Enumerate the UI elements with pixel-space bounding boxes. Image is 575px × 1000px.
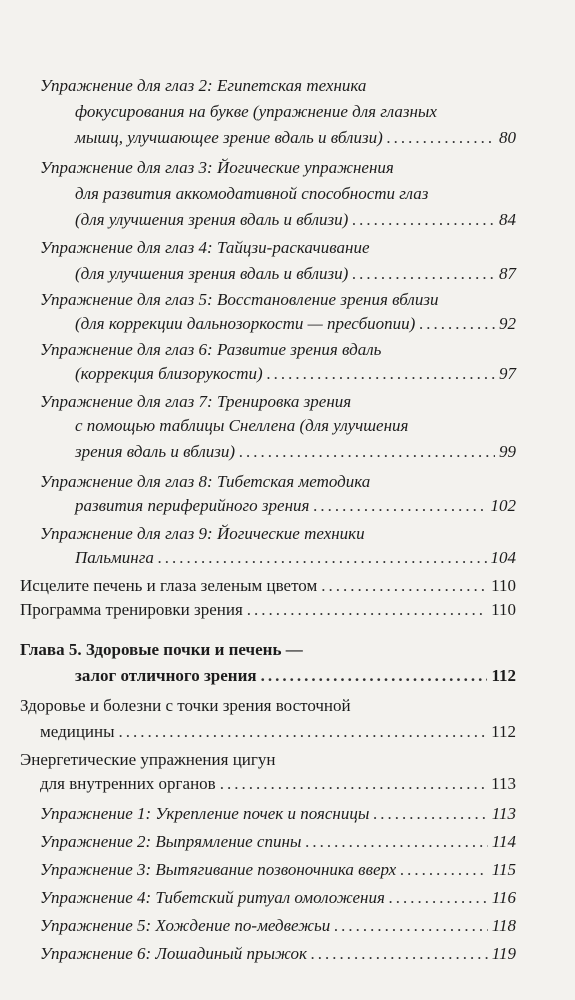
entry-line: Упражнение 5: Хождение по-медвежьи	[40, 916, 331, 935]
leader-dots	[334, 914, 488, 938]
leader-dots	[119, 720, 488, 744]
leader-dots	[220, 772, 487, 796]
entry-line: залог отличного зрения	[75, 666, 257, 685]
entry-line: (для коррекции дальнозоркости — пресбиопии)	[75, 314, 416, 333]
entry-line: Упражнение 2: Выпрямление спины	[40, 832, 302, 851]
entry-line: Пальминга	[75, 548, 154, 567]
leader-dots	[419, 312, 495, 336]
leader-dots	[313, 494, 486, 518]
leader-dots	[239, 440, 495, 464]
entry-line: (для улучшения зрения вдаль и вблизи)	[75, 264, 349, 283]
entry-line: Упражнение 4: Тибетский ритуал омоложения	[40, 888, 385, 907]
entry-line: фокусирования на букве (упражнение для глазных	[75, 102, 437, 121]
leader-dots	[389, 886, 488, 910]
leader-dots	[247, 598, 487, 622]
entry-line: Упражнение для глаз 8: Тибетская методика	[40, 472, 371, 491]
entry-line: Программа тренировки зрения	[20, 600, 243, 619]
page-number: 116	[491, 888, 516, 907]
entry-line: Упражнение 6: Лошадиный прыжок	[40, 944, 307, 963]
entry-line: развития периферийного зрения	[75, 496, 310, 515]
page-number: 110	[491, 600, 516, 619]
leader-dots	[267, 362, 495, 386]
leader-dots	[352, 208, 495, 232]
entry-line: Упражнение 1: Укрепление почек и поясницы	[40, 804, 370, 823]
entry-line: Упражнение для глаз 7: Тренировка зрения	[40, 392, 352, 411]
entry-line: для внутренних органов	[40, 774, 216, 793]
page-number: 99	[499, 442, 516, 461]
entry-line: Упражнение для глаз 3: Йогические упражнения	[40, 158, 394, 177]
leader-dots	[311, 942, 488, 966]
entry-line: Упражнение для глаз 5: Восстановление зрения вблизи	[40, 290, 439, 309]
page-number: 110	[491, 576, 516, 595]
page-number: 118	[491, 916, 516, 935]
entry-line: зрения вдаль и вблизи)	[75, 442, 236, 461]
leader-dots	[387, 126, 495, 150]
page-number: 115	[491, 860, 516, 879]
leader-dots	[158, 546, 487, 570]
page-number: 102	[490, 496, 516, 515]
leader-dots	[352, 262, 495, 286]
entry-line: мышц, улучшающее зрение вдаль и вблизи)	[75, 128, 383, 147]
entry-line: Упражнение для глаз 2: Египетская техника	[40, 76, 367, 95]
entry-line: Упражнение для глаз 9: Йогические техники	[40, 524, 365, 543]
entry-line: Упражнение 3: Вытягивание позвоночника вверх	[40, 860, 397, 879]
page-number: 92	[499, 314, 516, 333]
entry-line: (коррекция близорукости)	[75, 364, 263, 383]
leader-dots	[261, 664, 488, 688]
entry-line: Глава 5. Здоровые почки и печень —	[20, 640, 303, 659]
page-number: 119	[491, 944, 516, 963]
entry-line: Исцелите печень и глаза зеленым цветом	[20, 576, 318, 595]
entry-line: Энергетические упражнения цигун	[20, 750, 276, 769]
entry-line: медицины	[40, 722, 115, 741]
page-number: 114	[491, 832, 516, 851]
page-number: 112	[491, 722, 516, 741]
leader-dots	[373, 802, 487, 826]
entry-line: (для улучшения зрения вдаль и вблизи)	[75, 210, 349, 229]
page-number: 112	[491, 666, 516, 685]
page-number: 80	[499, 128, 516, 147]
entry-line: для развития аккомодативной способности глаз	[75, 184, 429, 203]
page-number: 87	[499, 264, 516, 283]
leader-dots	[321, 574, 487, 598]
leader-dots	[400, 858, 488, 882]
entry-line: Здоровье и болезни с точки зрения восточной	[20, 696, 351, 715]
page-number: 84	[499, 210, 516, 229]
leader-dots	[305, 830, 487, 854]
page-number: 104	[490, 548, 516, 567]
entry-line: Упражнение для глаз 6: Развитие зрения вдаль	[40, 340, 382, 359]
entry-line: с помощью таблицы Снеллена (для улучшения	[75, 416, 409, 435]
page-number: 97	[499, 364, 516, 383]
entry-line: Упражнение для глаз 4: Тайцзи-раскачивание	[40, 238, 370, 257]
page-number: 113	[491, 774, 516, 793]
page-number: 113	[491, 804, 516, 823]
